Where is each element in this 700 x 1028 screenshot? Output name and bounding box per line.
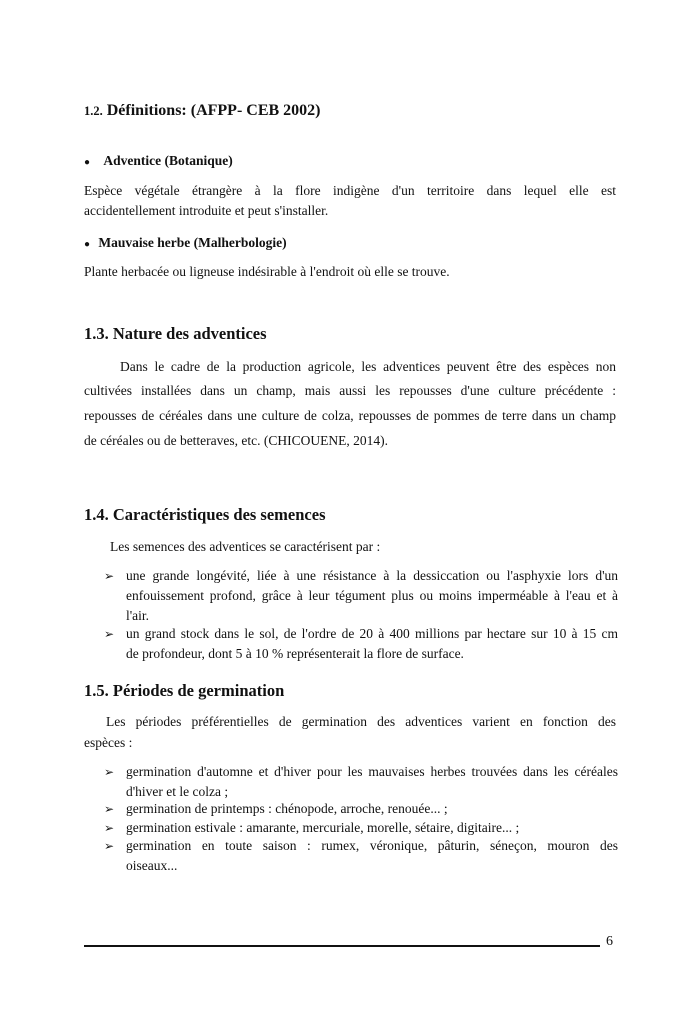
footer-rule	[84, 945, 600, 947]
list-item	[104, 818, 618, 838]
paragraph-line: cultivées installées dans un champ, mais aussi les repousses d'une culture précédente :	[84, 383, 616, 398]
list-item-line: une grande longévité, liée à une résistance à la dessiccation ou l'asphyxie lors d'un	[126, 568, 618, 583]
paragraph-line: repousses de céréales dans une culture de colza, repousses de pommes de terre dans un champ	[84, 408, 616, 423]
term-label: Mauvaise herbe (Malherbologie)	[98, 235, 287, 250]
list-item	[104, 762, 618, 802]
arrowhead-icon: ➢	[104, 821, 115, 835]
arrowhead-icon: ➢	[104, 839, 115, 853]
list-item-line: l'air.	[126, 608, 150, 623]
section-intro-line: espèces :	[84, 735, 133, 750]
list-item-line: germination estivale : amarante, mercuriale, morelle, sétaire, digitaire... ;	[126, 820, 520, 835]
list-item-line: enfouissement profond, grâce à leur tégument plus ou moins imperméable à l'eau et à	[126, 588, 618, 603]
definition-term-adventice	[84, 151, 233, 173]
term-label: Adventice (Botanique)	[103, 153, 233, 168]
arrowhead-icon: ➢	[104, 802, 115, 816]
section-1-3-heading: 1.3. Nature des adventices	[84, 324, 267, 343]
paragraph-line: Dans le cadre de la production agricole, les adventices peuvent être des espèces non	[120, 359, 616, 374]
arrowhead-icon: ➢	[104, 765, 115, 779]
list-item-line: de profondeur, dont 5 à 10 % représenterait la flore de surface.	[126, 646, 464, 661]
definition-term-mauvaise-herbe	[84, 233, 287, 255]
section-1-2-heading	[84, 102, 321, 120]
definition-line: accidentellement introduite et peut s'installer.	[84, 203, 329, 218]
section-intro-line: Les périodes préférentielles de germination des adventices varient en fonction des	[106, 714, 616, 729]
section-1-4-heading: 1.4. Caractéristiques des semences	[84, 505, 326, 524]
definition-text: Plante herbacée ou ligneuse indésirable à l'endroit où elle se trouve.	[84, 264, 450, 279]
list-item	[104, 624, 618, 664]
list-item	[104, 836, 618, 876]
section-1-5-heading: 1.5. Périodes de germination	[84, 681, 285, 700]
list-item	[104, 566, 618, 626]
paragraph-line: de céréales ou de betteraves, etc. (CHICOUENE, 2014).	[84, 433, 389, 448]
list-item-line: germination d'automne et d'hiver pour les mauvaises herbes trouvées dans les céréales	[126, 764, 618, 779]
section-title: Définitions: (AFPP- CEB 2002)	[106, 102, 321, 119]
section-intro: Les semences des adventices se caractérisent par :	[110, 539, 381, 554]
section-number: 1.2.	[84, 104, 103, 118]
definition-line: Espèce végétale étrangère à la flore indigène d'un territoire dans lequel elle est	[84, 183, 616, 198]
list-item-line: un grand stock dans le sol, de l'ordre de 20 à 400 millions par hectare sur 10 à 15 cm	[126, 626, 618, 641]
page-number: 6	[606, 934, 613, 949]
list-item-line: d'hiver et le colza ;	[126, 784, 229, 799]
bullet-icon: ●	[84, 157, 91, 168]
bullet-icon: ●	[84, 239, 91, 250]
arrowhead-icon: ➢	[104, 627, 115, 641]
list-item-line: oiseaux...	[126, 858, 178, 873]
list-item-line: germination de printemps : chénopode, arroche, renouée... ;	[126, 801, 448, 816]
list-item-line: germination en toute saison : rumex, véronique, pâturin, séneçon, mouron des	[126, 838, 618, 853]
list-item	[104, 799, 618, 819]
arrowhead-icon: ➢	[104, 569, 115, 583]
